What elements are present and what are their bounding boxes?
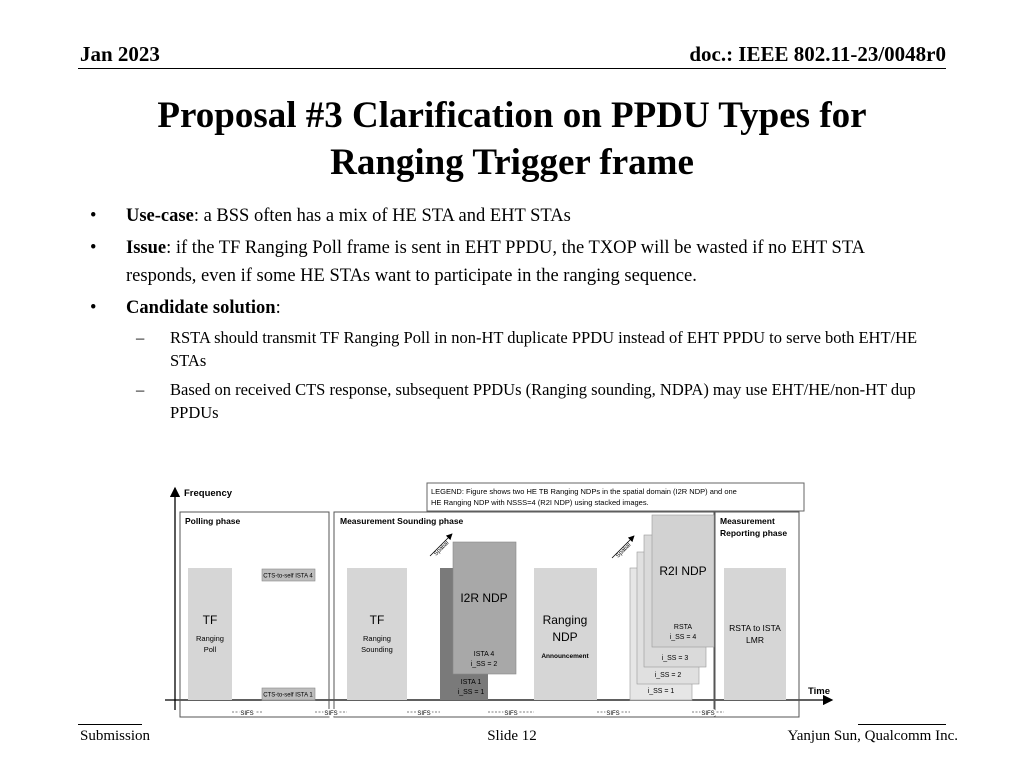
legend-line-1: LEGEND: Figure shows two HE TB Ranging NDPs in the spatial domain (I2R NDP) and one [431, 487, 737, 496]
bullet-marker: • [90, 238, 97, 258]
bullet-use-case [90, 202, 934, 230]
time-label: Time [808, 686, 831, 697]
rsta-ss4-label: i_SS = 4 [669, 634, 697, 641]
sifs-label: SIFS [504, 711, 518, 717]
sifs-marker-4 [488, 711, 534, 717]
sub-bullet-marker: – [136, 328, 145, 347]
lmr-label: LMR [746, 635, 764, 645]
polling-phase-label: Polling phase [185, 516, 241, 526]
tf-poll-sub-1: Ranging [196, 634, 224, 643]
bullet-label: Use-case [126, 206, 194, 226]
sifs-marker-5 [597, 711, 630, 717]
sifs-marker-6 [692, 711, 724, 717]
announcement-label: Announcement [541, 653, 589, 660]
bullet-label: Candidate solution [126, 298, 276, 318]
sub-bullet-text: RSTA should transmit TF Ranging Poll in non-HT duplicate PPDU instead of EHT PPDU to serve both EHT/HE STAs [170, 328, 918, 370]
sifs-label: SIFS [606, 711, 620, 717]
bullet-text: : [275, 298, 281, 318]
title-line-1: Proposal #3 Clarification on PPDU Types for [157, 95, 867, 136]
header-doc-id: doc.: IEEE 802.11-23/0048r0 [689, 42, 946, 66]
ranging-label: Ranging [542, 613, 588, 627]
bullet-text: : a BSS often has a mix of HE STA and EHT STAs [193, 206, 571, 226]
sifs-label: SIFS [417, 711, 431, 717]
footer-author: Yanjun Sun, Qualcomm Inc. [787, 728, 958, 744]
bullet-marker: • [90, 206, 97, 226]
frequency-label: Frequency [184, 488, 233, 499]
r2i-ndp-label: R2I NDP [659, 564, 707, 578]
bullet-candidate-solution [90, 294, 934, 322]
sifs-label: SIFS [324, 711, 338, 717]
sub-bullet-marker: – [136, 380, 145, 399]
measurement-reporting-label-1: Measurement [720, 516, 775, 526]
bullet-marker: • [90, 298, 97, 318]
tf-sounding-main: TF [369, 613, 385, 627]
header-rule [78, 68, 946, 69]
ss1-label: i_SS = 1 [647, 688, 675, 695]
spatial-label-2: Spatial [615, 542, 633, 560]
footer-rule-right [858, 724, 946, 725]
ranging-sequence-figure [160, 478, 860, 723]
ss2-label: i_SS = 2 [654, 672, 682, 679]
cts-to-self-ista1-label: CTS-to-self ISTA 1 [263, 692, 313, 699]
bullet-text: : if the TF Ranging Poll frame is sent in EHT PPDU, the TXOP will be wasted if no EHT STA responds, even if some HE STAs want to participate in the ranging sequence. [126, 238, 865, 286]
slide-title [60, 92, 964, 186]
rsta-to-ista-lmr-block [724, 568, 786, 700]
rsta-label: RSTA [673, 624, 693, 631]
footer-submission: Submission [80, 728, 151, 744]
footer-slide-number: Slide 12 [487, 728, 537, 744]
i2r-ndp-label: I2R NDP [460, 591, 508, 605]
sub-bullet-rsta [90, 326, 934, 372]
measurement-sounding-label: Measurement Sounding phase [340, 516, 464, 526]
cts-to-self-ista4-label: CTS-to-self ISTA 4 [263, 573, 313, 580]
title-line-2: Ranging Trigger frame [330, 142, 694, 183]
slide-body [90, 202, 934, 430]
tf-poll-sub-2: Poll [203, 645, 217, 654]
sifs-marker-3 [407, 711, 440, 717]
ss3-label: i_SS = 3 [661, 655, 689, 662]
spatial-label-1: Spatial [433, 540, 451, 558]
footer-rule-left [78, 724, 142, 725]
sub-bullet-cts [90, 378, 934, 424]
sub-bullet-text: Based on received CTS response, subsequent PPDUs (Ranging sounding, NDPA) may use EHT/HE/non-HT dup PPDUs [170, 380, 916, 422]
ista4-label: ISTA 4 [473, 651, 495, 658]
tf-poll-main: TF [202, 613, 218, 627]
sifs-label: SIFS [240, 711, 254, 717]
header-date: Jan 2023 [80, 42, 160, 66]
ista1-label: ISTA 1 [460, 679, 482, 686]
tf-sounding-sub-1: Ranging [363, 634, 391, 643]
ista4-ss-label: i_SS = 2 [470, 661, 498, 668]
sifs-marker-2 [315, 711, 347, 717]
tf-sounding-sub-2: Sounding [361, 645, 393, 654]
sifs-marker-1 [232, 711, 262, 717]
ndp-label: NDP [552, 630, 578, 644]
bullet-label: Issue [126, 238, 167, 258]
ista1-ss-label: i_SS = 1 [457, 689, 485, 696]
sifs-label: SIFS [701, 711, 715, 717]
measurement-reporting-label-2: Reporting phase [720, 528, 788, 538]
legend-line-2: HE Ranging NDP with NSSS=4 (R2I NDP) using stacked images. [431, 498, 649, 507]
bullet-issue [90, 234, 934, 290]
rsta-to-ista-label: RSTA to ISTA [729, 623, 781, 633]
